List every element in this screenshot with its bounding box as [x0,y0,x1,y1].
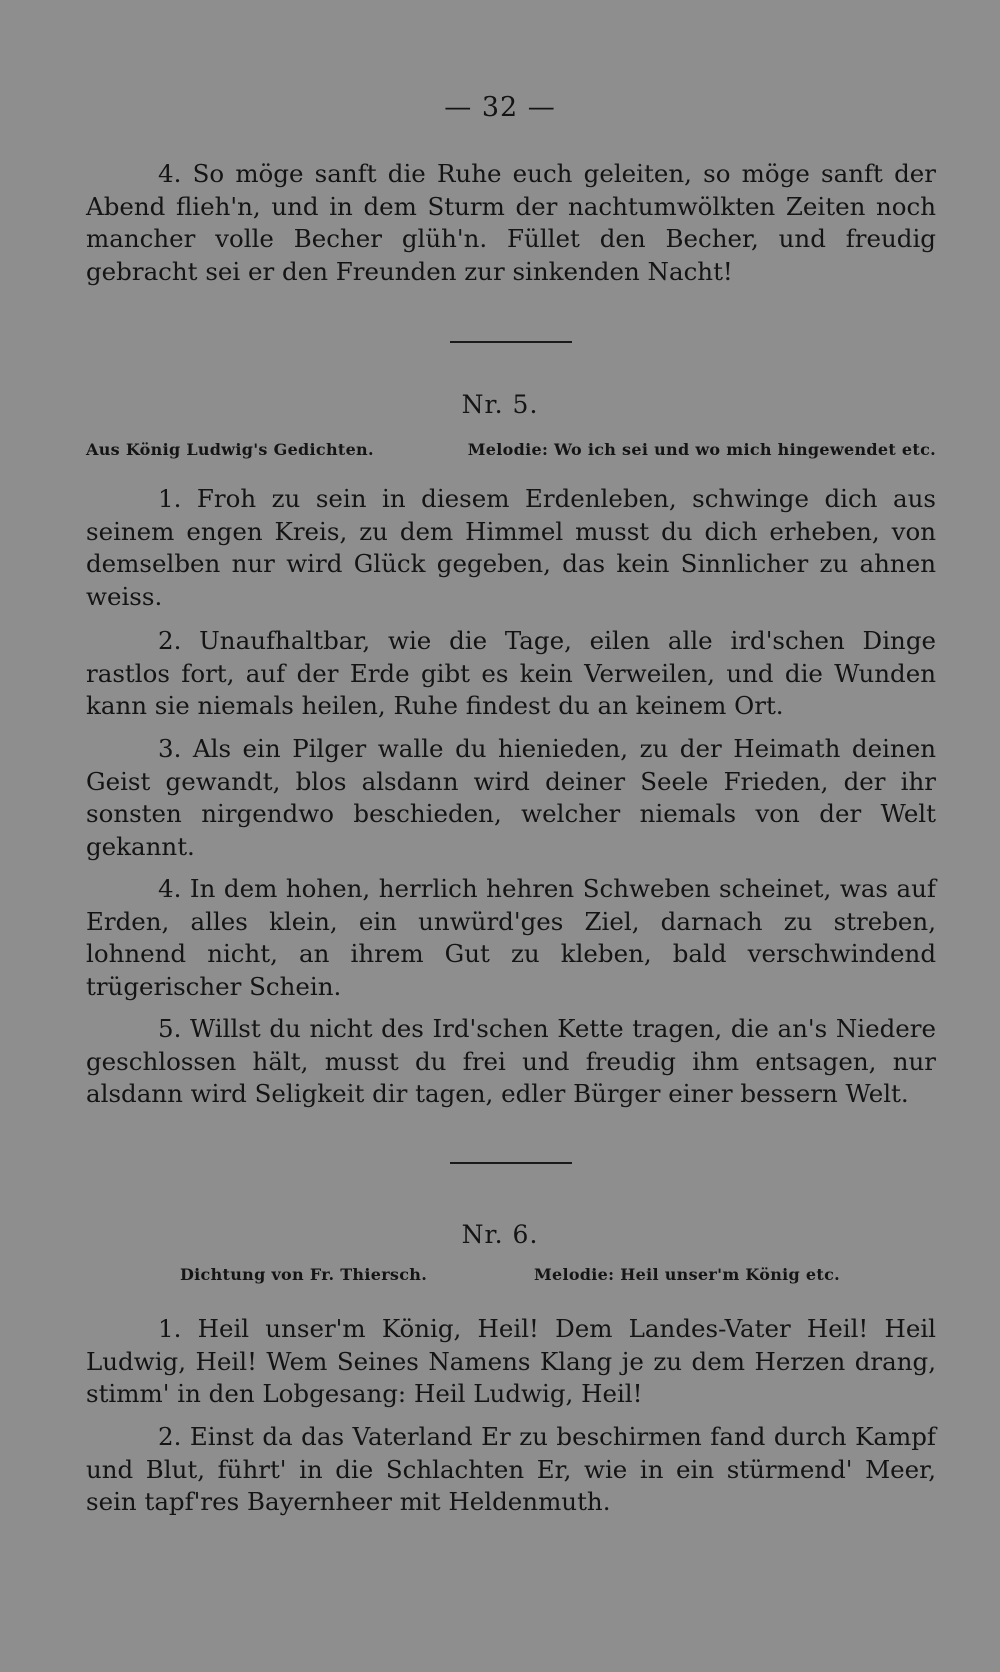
song6-meta [180,1265,840,1287]
song5-stanza: 4. In dem hohen, herrlich hehren Schweben scheinet, was auf Erden, alles klein, ein unwürd'ges Ziel, darnach zu streben, lohnend nicht, an ihrem Gut zu kleben, bald verschwindend trügerischer Schein. [86,874,936,1001]
song5-melody: Melodie: Wo ich sei und wo mich hingewendet etc. [467,440,936,459]
song5-stanza: 1. Froh zu sein in diesem Erdenleben, schwinge dich aus seinem engen Kreis, zu dem Himmel musst du dich erheben, von demselben nur wird Glück gegeben, das kein Sinnlicher zu ahnen weiss. [86,484,936,611]
song5-stanza: 3. Als ein Pilger walle du hienieden, zu der Heimath deinen Geist gewandt, blos alsdann wird deiner Seele Frieden, der ihr sonsten nirgendwo beschieden, welcher niemals von der Welt gekannt. [86,734,936,861]
song6-stanza: 1. Heil unser'm König, Heil! Dem Landes-Vater Heil! Heil Ludwig, Heil! Wem Seines Namens Klang je zu dem Herzen drang, stimm' in den Lobgesang: Heil Ludwig, Heil! [86,1314,936,1408]
section-divider [450,1162,572,1164]
song5-stanza: 5. Willst du nicht des Ird'schen Kette tragen, die an's Niedere geschlossen hält, musst du frei und freudig ihm entsagen, nur alsdann wird Seligkeit dir tagen, edler Bürger einer bessern Welt. [86,1014,936,1108]
song5-source: Aus König Ludwig's Gedichten. [86,440,374,459]
page-number: — 32 — [444,92,556,123]
song6-source: Dichtung von Fr. Thiersch. [180,1265,428,1284]
song6-heading: Nr. 6. [461,1220,539,1249]
song6-stanza: 2. Einst da das Vaterland Er zu beschirmen fand durch Kampf und Blut, führt' in die Schlachten Er, wie in ein stürmend' Meer, sein tapf'res Bayernheer mit Heldenmuth. [86,1422,936,1516]
song5-heading: Nr. 5. [461,390,539,419]
song5-meta [86,440,936,462]
song4-stanza-4: 4. So möge sanft die Ruhe euch geleiten, so möge sanft der Abend flieh'n, und in dem Sturm der nachtumwölkten Zeiten noch mancher volle Becher glüh'n. Füllet den Becher, und freudig gebracht sei er den Freunden zur sinkenden Nacht! [86,159,936,286]
song5-stanza: 2. Unaufhaltbar, wie die Tage, eilen alle ird'schen Dinge rastlos fort, auf der Erde gibt es kein Verweilen, und die Wunden kann sie niemals heilen, Ruhe findest du an keinem Ort. [86,626,936,720]
song6-melody: Melodie: Heil unser'm König etc. [533,1265,840,1284]
section-divider [450,341,572,343]
